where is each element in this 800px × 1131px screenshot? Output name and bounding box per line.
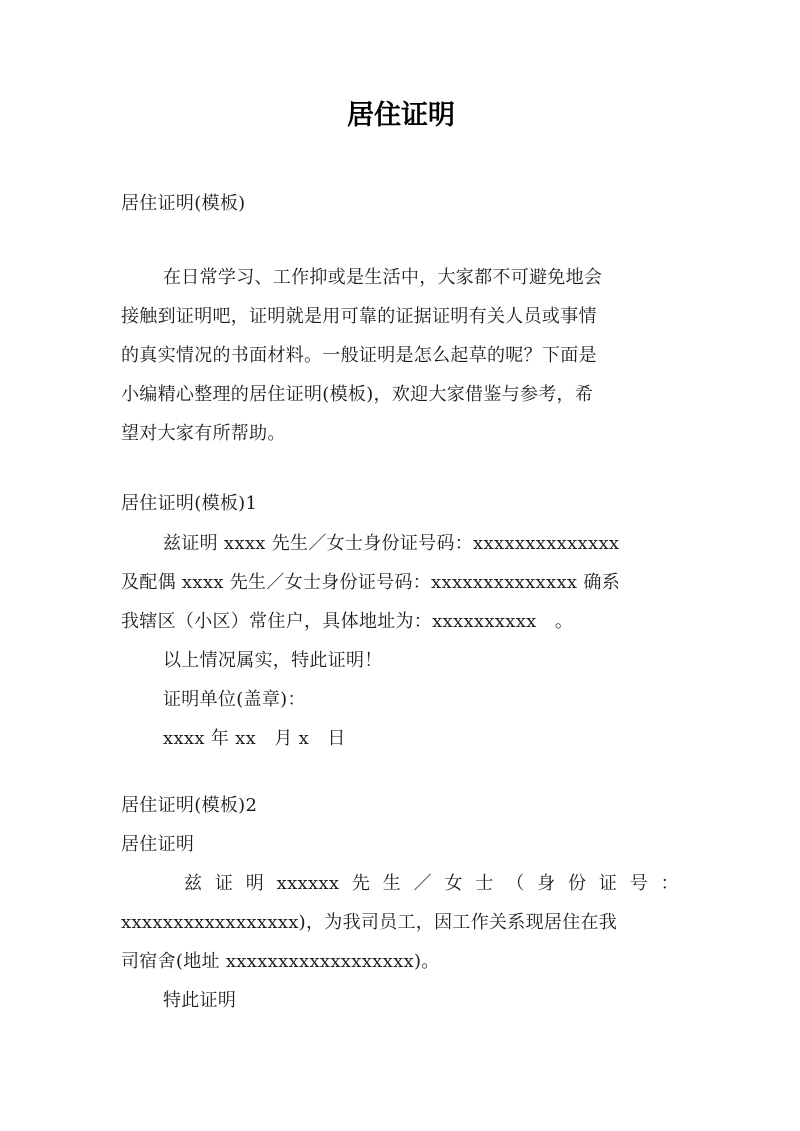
template2-heading: 居住证明(模板)2 xyxy=(121,795,258,816)
text-segment: 女 xyxy=(444,873,463,894)
template2-body-line: 司宿舍(地址 xxxxxxxxxxxxxxxxxx)。 xyxy=(121,951,440,972)
text-segment: 先 xyxy=(351,873,371,894)
text-segment: 证 xyxy=(598,873,618,894)
text-segment: ／ xyxy=(413,873,432,894)
template1-body xyxy=(121,524,679,758)
document-title: 居住证明 xyxy=(347,100,455,131)
template1-body-line: 兹证明 xxxx 先生／女士身份证号码：xxxxxxxxxxxxxx xyxy=(163,533,620,554)
intro-line: 小编精心整理的居住证明(模板)，欢迎大家借鉴与参考，希 xyxy=(121,384,594,405)
template1-body-line: 我辖区（小区）常住户，具体地址为：xxxxxxxxxx 。 xyxy=(121,611,574,632)
template2-body-line: xxxxxxxxxxxxxxxxx)，为我司员工，因工作关系现居住在我 xyxy=(121,912,618,933)
text-segment: 号 xyxy=(629,873,649,894)
document-subtitle: 居住证明(模板) xyxy=(121,193,246,214)
intro-line: 望对大家有所帮助。 xyxy=(121,423,286,444)
template2-body-line-justified xyxy=(121,864,679,903)
template1-date: xxxx 年 xx 月 x 日 xyxy=(163,728,346,749)
text-segment: （ xyxy=(506,873,525,894)
text-segment: ： xyxy=(660,873,679,894)
template1-heading: 居住证明(模板)1 xyxy=(121,493,258,514)
intro-line: 的真实情况的书面材料。一般证明是怎么起草的呢？下面是 xyxy=(121,345,597,366)
text-segment: 生 xyxy=(382,873,402,894)
intro-line: 在日常学习、工作抑或是生活中，大家都不可避免地会 xyxy=(163,267,603,288)
template1-statement: 以上情况属实，特此证明！ xyxy=(163,650,383,671)
intro-line: 接触到证明吧，证明就是用可靠的证据证明有关人员或事情 xyxy=(121,306,597,327)
text-segment: 明 xyxy=(245,873,265,894)
text-segment: 证 xyxy=(214,873,234,894)
text-segment: 份 xyxy=(568,873,587,894)
text-segment: xxxxxx xyxy=(276,873,340,894)
template1-issuer: 证明单位(盖章)： xyxy=(163,689,306,710)
intro-paragraph xyxy=(121,258,679,453)
text-segment: 身 xyxy=(537,873,556,894)
template2-closing: 特此证明 xyxy=(163,990,237,1011)
text-segment: 士 xyxy=(475,873,494,894)
template2-subheading: 居住证明 xyxy=(121,834,195,855)
template2-body xyxy=(121,864,679,1020)
template1-body-line: 及配偶 xxxx 先生／女士身份证号码：xxxxxxxxxxxxxx 确系 xyxy=(121,572,620,593)
text-segment: 兹 xyxy=(184,873,203,894)
